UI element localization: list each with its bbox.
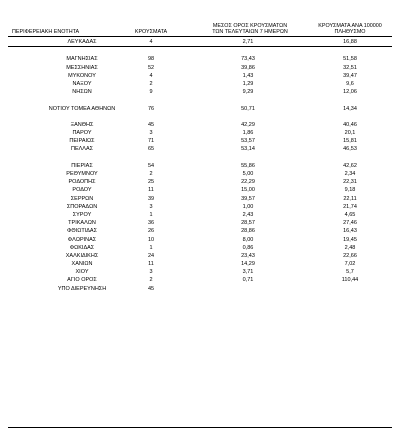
cell-7day-average: 53,57 bbox=[241, 138, 255, 145]
cell-cases-per-100k: 32,51 bbox=[343, 64, 357, 71]
cell-cases: 4 bbox=[149, 39, 153, 45]
cell-cases: 39 bbox=[147, 195, 155, 202]
cell-cases-per-100k: 22,11 bbox=[343, 195, 357, 202]
cell-7day-average: 53,14 bbox=[241, 146, 255, 153]
cell-7day-average: 0,86 bbox=[242, 244, 254, 251]
cell-cases-per-100k: 14,34 bbox=[343, 105, 357, 112]
cell-region: ΡΟΔΟΠΗΣ bbox=[68, 179, 96, 186]
column-header-region: ΠΕΡΙΦΕΡΕΙΑΚΗ ΕΝΟΤΗΤΑ bbox=[12, 28, 80, 35]
cell-7day-average: 73,43 bbox=[241, 56, 255, 63]
cell-7day-average: 1,00 bbox=[242, 203, 254, 210]
cell-cases-per-100k: 5,7 bbox=[346, 269, 354, 276]
column-header-cases-per-100k-line1: ΚΡΟΥΣΜΑΤΑ ΑΝΑ 100000 bbox=[318, 22, 382, 29]
cell-region: ΝΟΤΙΟΥ ΤΟΜΕΑ ΑΘΗΝΩΝ bbox=[48, 105, 116, 112]
cell-region: ΠΙΕΡΙΑΣ bbox=[71, 162, 93, 169]
cell-cases-per-100k: 22,66 bbox=[343, 252, 357, 259]
cell-region: ΤΡΙΚΑΛΩΝ bbox=[68, 220, 96, 227]
cell-7day-average: 5,00 bbox=[242, 171, 254, 177]
table-row bbox=[8, 252, 392, 260]
table-row bbox=[8, 38, 392, 47]
table-row bbox=[8, 195, 392, 203]
column-header-7day-average-line2: ΤΩΝ ΤΕΛΕΥΤΑΙΩΝ 7 ΗΜΕΡΩΝ bbox=[212, 28, 288, 35]
cell-cases: 76 bbox=[147, 105, 155, 112]
cell-7day-average: 50,71 bbox=[241, 105, 255, 112]
cell-cases-per-100k: 16,43 bbox=[343, 228, 357, 235]
cell-region: ΑΓΙΟ ΟΡΟΣ bbox=[67, 277, 97, 284]
cell-region: ΧΑΛΚΙΔΙΚΗΣ bbox=[65, 252, 99, 259]
cell-region: ΝΑΞΟΥ bbox=[72, 80, 92, 87]
cell-region: ΧΑΝΙΩΝ bbox=[71, 261, 93, 268]
cell-cases-per-100k: 51,58 bbox=[343, 56, 357, 63]
cell-7day-average: 39,57 bbox=[241, 195, 255, 202]
cell-region: ΣΠΟΡΑΔΩΝ bbox=[66, 203, 98, 210]
cell-region: ΣΥΡΟΥ bbox=[72, 211, 92, 218]
cell-cases: 10 bbox=[147, 236, 155, 243]
column-header-7day-average-line1: ΜΕΣΟΣ ΟΡΟΣ ΚΡΟΥΣΜΑΤΩΝ bbox=[212, 22, 288, 29]
cell-cases-per-100k: 2,48 bbox=[344, 244, 356, 251]
cell-cases: 9 bbox=[149, 89, 153, 96]
cell-cases: 26 bbox=[147, 228, 155, 235]
cell-cases: 2 bbox=[149, 80, 153, 87]
cell-cases-per-100k: 4,65 bbox=[344, 211, 356, 218]
cell-region: ΠΑΡΟΥ bbox=[72, 130, 92, 137]
cell-cases-per-100k: 21,74 bbox=[343, 203, 357, 210]
cell-7day-average: 28,57 bbox=[241, 220, 255, 227]
cell-7day-average: 0,71 bbox=[242, 277, 254, 284]
cell-region: ΝΗΣΩΝ bbox=[72, 89, 92, 96]
column-header-cases-per-100k bbox=[304, 23, 396, 35]
cell-cases-per-100k: 2,34 bbox=[344, 171, 356, 177]
table-row bbox=[8, 55, 392, 63]
cell-cases: 3 bbox=[149, 130, 153, 137]
cell-region: ΜΥΚΟΝΟΥ bbox=[68, 72, 96, 79]
cell-cases-per-100k: 27,46 bbox=[343, 220, 357, 227]
cell-cases-per-100k: 15,81 bbox=[343, 138, 357, 145]
cell-cases: 54 bbox=[147, 162, 155, 169]
table-row bbox=[8, 105, 392, 113]
cell-cases: 25 bbox=[147, 179, 155, 186]
cell-7day-average: 23,43 bbox=[241, 252, 255, 259]
table-row bbox=[8, 285, 392, 293]
cell-7day-average: 1,29 bbox=[242, 80, 254, 87]
cell-region: ΥΠΟ ΔΙΕΡΕΥΝΗΣΗ bbox=[57, 285, 107, 292]
table-body bbox=[8, 38, 392, 293]
cell-cases: 45 bbox=[147, 121, 155, 128]
cell-cases: 98 bbox=[147, 56, 155, 63]
table-row bbox=[8, 129, 392, 137]
cell-7day-average: 9,29 bbox=[242, 89, 254, 96]
table-spacer-row bbox=[8, 47, 392, 55]
cell-cases-per-100k: 7,02 bbox=[344, 261, 356, 268]
cell-cases: 45 bbox=[147, 285, 155, 292]
cell-region: ΡΕΘΥΜΝΟΥ bbox=[66, 171, 98, 177]
cell-cases: 1 bbox=[149, 211, 153, 218]
table-spacer-row bbox=[8, 154, 392, 162]
cell-cases-per-100k: 46,53 bbox=[343, 146, 357, 153]
table-row bbox=[8, 162, 392, 170]
table-row bbox=[8, 227, 392, 235]
table-row bbox=[8, 244, 392, 252]
table-row bbox=[8, 170, 392, 178]
cell-cases-per-100k: 12,06 bbox=[343, 89, 357, 96]
cell-cases: 36 bbox=[147, 220, 155, 227]
cell-cases: 11 bbox=[148, 261, 154, 268]
cell-cases-per-100k: 22,31 bbox=[343, 179, 357, 186]
table-row bbox=[8, 219, 392, 227]
cell-7day-average: 1,43 bbox=[242, 72, 254, 79]
header-rule bbox=[8, 36, 392, 37]
cell-region: ΠΕΛΛΑΣ bbox=[70, 146, 94, 153]
table-row bbox=[8, 137, 392, 145]
table-row bbox=[8, 268, 392, 276]
table-row bbox=[8, 203, 392, 211]
cell-cases-per-100k: 16,88 bbox=[343, 39, 357, 45]
cell-cases-per-100k: 9,6 bbox=[346, 80, 354, 87]
cell-cases-per-100k: 20,1 bbox=[344, 130, 356, 137]
cell-cases: 1 bbox=[149, 244, 153, 251]
table-row bbox=[8, 211, 392, 219]
cell-cases-per-100k: 110,44 bbox=[341, 277, 359, 284]
cell-cases: 65 bbox=[147, 146, 155, 153]
cell-region: ΞΑΝΘΗΣ bbox=[70, 121, 94, 128]
cell-7day-average: 2,71 bbox=[242, 39, 254, 45]
cell-cases: 2 bbox=[149, 171, 153, 177]
cell-cases: 2 bbox=[149, 277, 153, 284]
table-spacer-row bbox=[8, 96, 392, 104]
table-spacer-row bbox=[8, 113, 392, 121]
cell-cases: 11 bbox=[148, 187, 154, 194]
cell-7day-average: 55,86 bbox=[241, 162, 255, 169]
cell-cases: 3 bbox=[149, 203, 153, 210]
table-row bbox=[8, 88, 392, 96]
cell-7day-average: 42,29 bbox=[241, 121, 255, 128]
table-row bbox=[8, 276, 392, 284]
cell-cases: 4 bbox=[149, 72, 153, 79]
table-row bbox=[8, 80, 392, 88]
cell-cases: 71 bbox=[147, 138, 155, 145]
column-header-7day-average bbox=[204, 23, 296, 35]
cell-7day-average: 14,29 bbox=[241, 261, 255, 268]
cell-region: ΛΕΥΚΑΔΑΣ bbox=[67, 39, 97, 45]
table-row bbox=[8, 64, 392, 72]
column-header-cases-per-100k-line2: ΠΛΗΘΥΣΜΟ bbox=[334, 28, 366, 35]
cell-cases: 24 bbox=[147, 252, 155, 259]
cell-cases-per-100k: 42,62 bbox=[343, 162, 357, 169]
cell-cases: 3 bbox=[149, 269, 153, 276]
cell-region: ΦΘΙΩΤΙΔΑΣ bbox=[67, 228, 97, 235]
cell-cases: 52 bbox=[147, 64, 155, 71]
table-row bbox=[8, 260, 392, 268]
table-row bbox=[8, 186, 392, 194]
cell-7day-average: 2,43 bbox=[242, 211, 254, 218]
cell-region: ΡΟΔΟΥ bbox=[72, 187, 92, 194]
cell-cases-per-100k: 19,45 bbox=[343, 236, 357, 243]
cell-region: ΣΕΡΡΩΝ bbox=[70, 195, 94, 202]
cell-region: ΜΑΓΝΗΣΙΑΣ bbox=[66, 56, 98, 63]
table-row bbox=[8, 178, 392, 186]
table-header bbox=[8, 16, 392, 36]
column-header-cases: ΚΡΟΥΣΜΑΤΑ bbox=[134, 28, 168, 35]
table-row bbox=[8, 121, 392, 129]
bottom-rule bbox=[8, 427, 392, 428]
cell-region: ΠΕΙΡΑΙΩΣ bbox=[69, 138, 95, 145]
cell-7day-average: 39,86 bbox=[241, 64, 255, 71]
cell-7day-average: 28,86 bbox=[241, 228, 255, 235]
cell-region: ΧΙΟΥ bbox=[75, 269, 89, 276]
table-row bbox=[8, 236, 392, 244]
cell-cases-per-100k: 39,47 bbox=[343, 72, 357, 79]
table-row bbox=[8, 72, 392, 80]
cell-7day-average: 15,00 bbox=[241, 187, 255, 194]
cell-7day-average: 22,29 bbox=[241, 179, 255, 186]
cell-region: ΦΛΩΡΙΝΑΣ bbox=[67, 236, 97, 243]
cell-region: ΜΕΣΣΗΝΙΑΣ bbox=[66, 64, 98, 71]
cell-7day-average: 8,00 bbox=[242, 236, 254, 243]
cell-region: ΦΩΚΙΔΑΣ bbox=[69, 244, 95, 251]
cell-7day-average: 1,86 bbox=[242, 130, 254, 137]
table-row bbox=[8, 145, 392, 153]
cell-cases-per-100k: 9,18 bbox=[344, 187, 356, 194]
cell-7day-average: 3,71 bbox=[242, 269, 254, 276]
cell-cases-per-100k: 40,46 bbox=[343, 121, 357, 128]
